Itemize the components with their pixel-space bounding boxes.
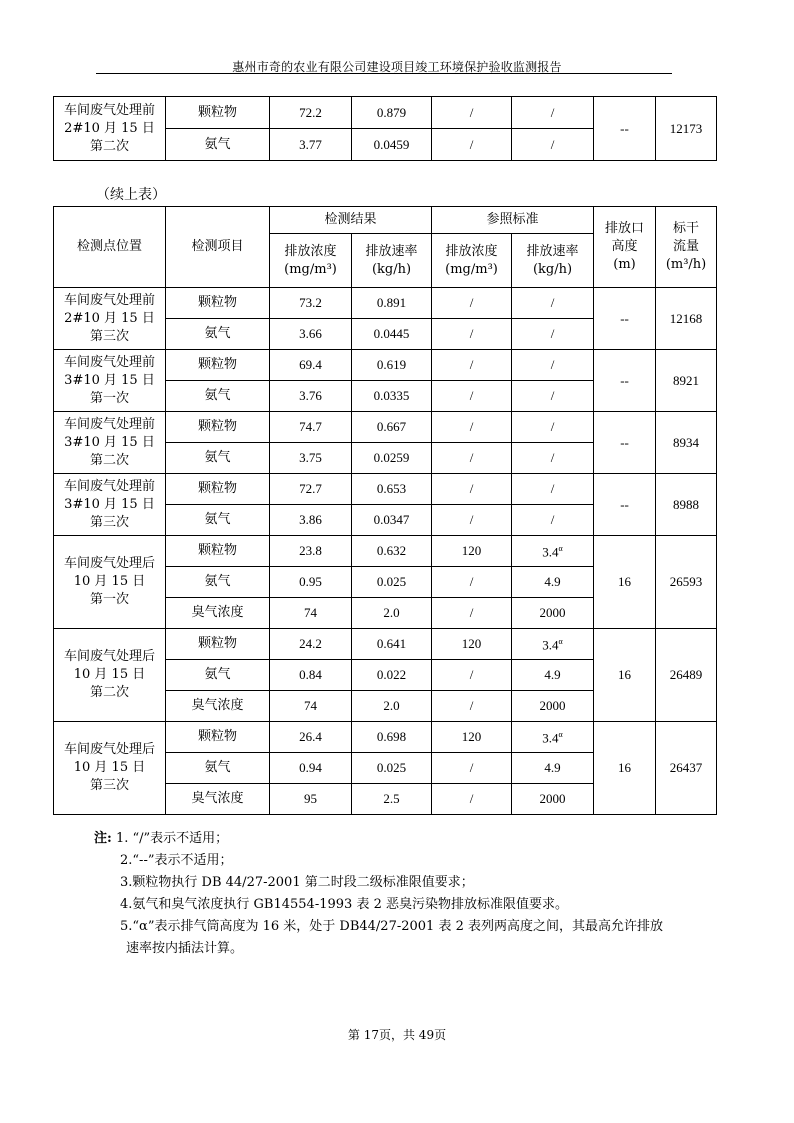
std-rate-cell — [512, 288, 594, 319]
rate-cell: 0.0347 — [352, 505, 432, 536]
location-cell — [54, 474, 166, 536]
table-row — [54, 350, 717, 381]
std-rate-value: 3.4 — [542, 544, 559, 560]
table-row — [54, 97, 717, 129]
height-cell: -- — [594, 350, 656, 412]
std-rate-cell — [512, 753, 594, 784]
header-result-rate — [352, 234, 432, 288]
header-location: 检测点位置 — [54, 207, 166, 288]
header-flow — [656, 207, 717, 288]
location-line: 车间废气处理前 — [63, 354, 155, 370]
location-line: 第三次 — [89, 778, 129, 793]
location-cell — [54, 722, 166, 815]
height-cell: -- — [594, 412, 656, 474]
std-conc-cell: / — [432, 443, 512, 474]
header-std-conc — [432, 234, 512, 288]
height-cell: 16 — [594, 536, 656, 629]
conc-cell: 3.66 — [270, 319, 352, 350]
std-conc-cell: / — [432, 753, 512, 784]
rate-cell: 0.0335 — [352, 381, 432, 412]
location-line: 第三次 — [89, 328, 129, 344]
header-flow-line1: 标干 — [673, 221, 700, 236]
std-rate-value: / — [550, 512, 555, 527]
location-cell — [54, 536, 166, 629]
rate-cell: 2.0 — [352, 691, 432, 722]
std-rate-value: / — [550, 450, 555, 465]
note-row: 2.“--”表示不适用； — [120, 853, 233, 868]
item-name-cell: 氨气 — [166, 753, 270, 784]
item-name-cell: 颗粒物 — [166, 722, 270, 753]
std-rate-cell — [512, 691, 594, 722]
location-line: 车间废气处理后 — [63, 556, 155, 571]
std-rate-value: / — [550, 326, 555, 341]
item-name-cell: 氨气 — [166, 443, 270, 474]
table-row — [54, 536, 717, 567]
std-conc-cell: / — [432, 381, 512, 412]
height-cell: 16 — [594, 722, 656, 815]
item-name-cell: 臭气浓度 — [166, 598, 270, 629]
location-line: 10 月 15 日 — [73, 574, 146, 589]
conc-cell: 95 — [270, 784, 352, 815]
std-rate-cell — [512, 412, 594, 443]
std-rate-value: 2000 — [539, 605, 566, 620]
item-name-cell: 颗粒物 — [166, 536, 270, 567]
alpha-mark: α — [558, 637, 563, 647]
std-rate-value: 4.9 — [544, 760, 561, 775]
std-rate-cell — [512, 97, 594, 129]
item-name-cell: 颗粒物 — [166, 412, 270, 443]
location-cell — [54, 288, 166, 350]
table-row — [54, 722, 717, 753]
conc-cell: 72.2 — [270, 97, 352, 129]
flow-cell: 26437 — [656, 722, 717, 815]
rate-cell: 0.0445 — [352, 319, 432, 350]
header-std-rate-label: 排放速率 — [526, 243, 579, 259]
flow-cell: 26489 — [656, 629, 717, 722]
rate-cell: 0.632 — [352, 536, 432, 567]
notes-label: 注 — [94, 831, 108, 846]
flow-cell: 12173 — [656, 97, 717, 161]
item-name-cell: 氨气 — [166, 660, 270, 691]
notes-block — [94, 828, 694, 960]
std-rate-cell — [512, 722, 594, 753]
conc-cell: 26.4 — [270, 722, 352, 753]
location-line: 车间废气处理前 — [63, 416, 155, 432]
table-row — [54, 629, 717, 660]
std-conc-cell: / — [432, 129, 512, 161]
item-name-cell: 氨气 — [166, 129, 270, 161]
std-rate-cell — [512, 567, 594, 598]
header-flow-line3: (m³/h) — [665, 257, 707, 272]
std-rate-cell — [512, 319, 594, 350]
std-rate-value: / — [550, 388, 555, 403]
header-item: 检测项目 — [166, 207, 270, 288]
std-conc-cell: / — [432, 319, 512, 350]
note-row: 5.“α”表示排气筒高度为 16 米，处于 DB44/27-2001 表 2 表列两高度之间，其最高允许排放 — [120, 919, 663, 934]
item-name-cell: 颗粒物 — [166, 288, 270, 319]
std-conc-cell: 120 — [432, 629, 512, 660]
std-rate-value: 4.9 — [544, 574, 561, 589]
location-line: 2#10 月 15 日 — [64, 120, 155, 136]
table-row — [54, 474, 717, 505]
location-line: 3#10 月 15 日 — [64, 496, 155, 512]
header-std-conc-unit: (mg/m³) — [445, 261, 498, 277]
rate-cell: 0.879 — [352, 97, 432, 129]
std-rate-value: 3.4 — [542, 730, 559, 746]
rate-cell: 0.619 — [352, 350, 432, 381]
std-conc-cell: / — [432, 288, 512, 319]
conc-cell: 23.8 — [270, 536, 352, 567]
std-conc-cell: / — [432, 660, 512, 691]
header-result-rate-unit: (kg/h) — [371, 261, 412, 277]
std-rate-cell — [512, 474, 594, 505]
location-cell — [54, 412, 166, 474]
conc-cell: 69.4 — [270, 350, 352, 381]
std-rate-cell — [512, 660, 594, 691]
std-conc-cell: / — [432, 412, 512, 443]
std-rate-cell — [512, 381, 594, 412]
conc-cell: 3.76 — [270, 381, 352, 412]
location-line: 车间废气处理前 — [63, 292, 155, 308]
header-result-conc-unit: (mg/m³) — [284, 261, 337, 277]
rate-cell: 0.698 — [352, 722, 432, 753]
std-conc-cell: / — [432, 97, 512, 129]
std-rate-cell — [512, 598, 594, 629]
flow-cell: 8988 — [656, 474, 717, 536]
table-row — [54, 288, 717, 319]
rate-cell: 0.0259 — [352, 443, 432, 474]
header-result-conc — [270, 234, 352, 288]
std-conc-cell: / — [432, 474, 512, 505]
rate-cell: 0.025 — [352, 567, 432, 598]
std-conc-cell: / — [432, 350, 512, 381]
item-name-cell: 臭气浓度 — [166, 784, 270, 815]
location-line: 第一次 — [89, 390, 129, 406]
std-rate-value: / — [550, 357, 555, 372]
conc-cell: 72.7 — [270, 474, 352, 505]
std-rate-value: 3.4 — [542, 637, 559, 653]
item-name-cell: 颗粒物 — [166, 474, 270, 505]
height-cell: -- — [594, 474, 656, 536]
std-rate-value: / — [550, 419, 555, 434]
location-line: 10 月 15 日 — [73, 760, 146, 775]
location-line: 车间废气处理前 — [63, 102, 155, 118]
std-rate-cell — [512, 784, 594, 815]
header-std-conc-label: 排放浓度 — [445, 243, 498, 259]
location-line: 第二次 — [89, 685, 129, 700]
std-rate-cell — [512, 443, 594, 474]
header-standard: 参照标准 — [432, 207, 594, 234]
std-conc-cell: / — [432, 691, 512, 722]
location-line: 第一次 — [89, 592, 129, 607]
std-rate-value: / — [550, 136, 555, 152]
alpha-mark: α — [558, 730, 563, 740]
location-line: 3#10 月 15 日 — [64, 434, 155, 450]
header-result-conc-label: 排放浓度 — [284, 243, 337, 259]
header-height-line3: (m) — [613, 257, 636, 272]
top-table — [53, 96, 717, 161]
note-row: 3.颗粒物执行 DB 44/27-2001 第二时段二级标准限值要求； — [120, 875, 474, 890]
std-rate-cell — [512, 536, 594, 567]
rate-cell: 0.022 — [352, 660, 432, 691]
table-row — [54, 412, 717, 443]
continued-label: （续上表） — [96, 187, 166, 203]
conc-cell: 3.86 — [270, 505, 352, 536]
std-rate-value: 4.9 — [544, 667, 561, 682]
height-cell: -- — [594, 97, 656, 161]
conc-cell: 3.75 — [270, 443, 352, 474]
height-cell: -- — [594, 288, 656, 350]
location-line: 第三次 — [89, 514, 129, 530]
notes-colon: : — [107, 831, 112, 846]
location-line: 车间废气处理后 — [63, 649, 155, 664]
conc-cell: 3.77 — [270, 129, 352, 161]
std-rate-value: / — [550, 104, 555, 120]
rate-cell: 2.0 — [352, 598, 432, 629]
note-row — [94, 828, 694, 850]
header-std-rate — [512, 234, 594, 288]
page-number: 第 17页，共 49页 — [347, 1028, 447, 1042]
note-item: 1. “/”表示不适用； — [115, 831, 229, 846]
note-row: 速率按内插法计算。 — [126, 941, 244, 956]
height-cell: 16 — [594, 629, 656, 722]
std-conc-cell: / — [432, 505, 512, 536]
flow-cell: 8921 — [656, 350, 717, 412]
std-conc-cell: / — [432, 784, 512, 815]
std-conc-cell: / — [432, 598, 512, 629]
location-line: 2#10 月 15 日 — [64, 310, 155, 326]
std-rate-cell — [512, 350, 594, 381]
conc-cell: 73.2 — [270, 288, 352, 319]
flow-cell: 12168 — [656, 288, 717, 350]
conc-cell: 74.7 — [270, 412, 352, 443]
rate-cell: 0.0459 — [352, 129, 432, 161]
std-conc-cell: 120 — [432, 536, 512, 567]
location-line: 3#10 月 15 日 — [64, 372, 155, 388]
location-cell — [54, 350, 166, 412]
std-conc-cell: / — [432, 567, 512, 598]
std-rate-cell — [512, 129, 594, 161]
location-line: 第二次 — [89, 452, 129, 468]
conc-cell: 74 — [270, 691, 352, 722]
std-conc-cell: 120 — [432, 722, 512, 753]
std-rate-value: 2000 — [539, 698, 566, 713]
note-row: 4.氨气和臭气浓度执行 GB14554-1993 表 2 恶臭污染物排放标准限值要求。 — [120, 897, 568, 912]
item-name-cell: 氨气 — [166, 567, 270, 598]
item-name-cell: 颗粒物 — [166, 350, 270, 381]
std-rate-value: 2000 — [539, 791, 566, 806]
conc-cell: 24.2 — [270, 629, 352, 660]
conc-cell: 0.84 — [270, 660, 352, 691]
location-cell — [54, 97, 166, 161]
item-name-cell: 颗粒物 — [166, 97, 270, 129]
conc-cell: 0.95 — [270, 567, 352, 598]
location-line: 车间废气处理后 — [63, 742, 155, 757]
location-line: 第二次 — [89, 138, 129, 154]
std-rate-cell — [512, 505, 594, 536]
item-name-cell: 氨气 — [166, 505, 270, 536]
flow-cell: 26593 — [656, 536, 717, 629]
rate-cell: 0.653 — [352, 474, 432, 505]
header-divider — [96, 73, 672, 74]
rate-cell: 0.891 — [352, 288, 432, 319]
std-rate-cell — [512, 629, 594, 660]
std-rate-value: / — [550, 481, 555, 496]
header-height — [594, 207, 656, 288]
main-table — [53, 206, 717, 815]
rate-cell: 0.641 — [352, 629, 432, 660]
location-line: 车间废气处理前 — [63, 478, 155, 494]
header-height-line1: 排放口 — [605, 221, 645, 236]
alpha-mark: α — [558, 544, 563, 554]
rate-cell: 0.025 — [352, 753, 432, 784]
header-height-line2: 高度 — [611, 239, 638, 254]
item-name-cell: 氨气 — [166, 381, 270, 412]
rate-cell: 0.667 — [352, 412, 432, 443]
flow-cell: 8934 — [656, 412, 717, 474]
item-name-cell: 臭气浓度 — [166, 691, 270, 722]
report-header-title: 惠州市奇的农业有限公司建设项目竣工环境保护验收监测报告 — [232, 60, 562, 74]
conc-cell: 74 — [270, 598, 352, 629]
rate-cell: 2.5 — [352, 784, 432, 815]
header-flow-line2: 流量 — [673, 239, 700, 254]
location-line: 10 月 15 日 — [73, 667, 146, 682]
item-name-cell: 颗粒物 — [166, 629, 270, 660]
location-cell — [54, 629, 166, 722]
header-result: 检测结果 — [270, 207, 432, 234]
header-std-rate-unit: (kg/h) — [532, 261, 573, 277]
item-name-cell: 氨气 — [166, 319, 270, 350]
conc-cell: 0.94 — [270, 753, 352, 784]
header-result-rate-label: 排放速率 — [365, 243, 418, 259]
std-rate-value: / — [550, 295, 555, 310]
